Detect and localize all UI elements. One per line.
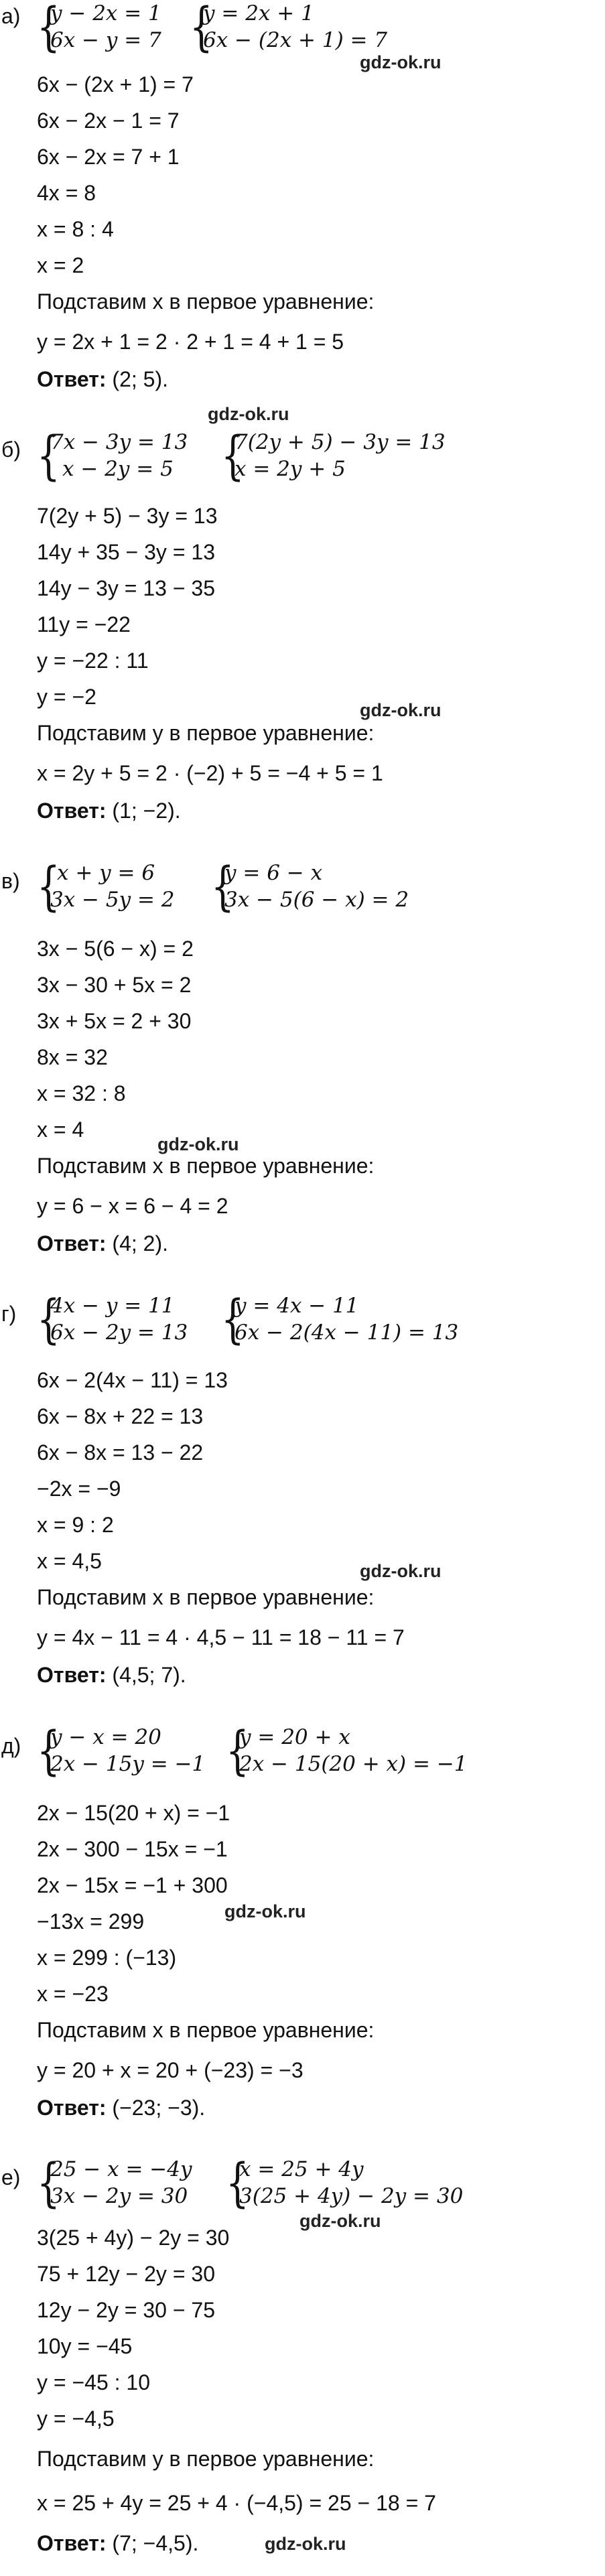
step-line: 75 + 12y − 2y = 30 [37,2262,215,2286]
step-line: x = 9 : 2 [37,1513,114,1537]
step-line: 11y = −22 [37,612,131,636]
step-line: −13x = 299 [37,1909,145,1934]
step-line: y = −4,5 [37,2406,115,2431]
step-line: x = 8 : 4 [37,217,114,241]
step-line: x = 32 : 8 [37,1081,126,1105]
step-line: y = −45 : 10 [37,2370,151,2394]
step-line: 6x − 2x = 7 + 1 [37,145,180,169]
answer-line: Ответ: (4; 2). [37,1231,168,1256]
step-line: 7(2y + 5) − 3y = 13 [37,504,218,528]
section-label-e: е) [1,2165,21,2189]
step-line: x = 299 : (−13) [37,1946,177,1970]
watermark: gdz-ok.ru [299,2211,381,2231]
watermark: gdz-ok.ru [360,1561,442,1581]
step-line: 3(25 + 4y) − 2y = 30 [37,2226,230,2250]
step-line: 6x − (2x + 1) = 7 [37,72,194,96]
step-line: 2x − 300 − 15x = −1 [37,1837,228,1861]
watermark: gdz-ok.ru [360,52,442,72]
watermark: gdz-ok.ru [265,2534,346,2554]
result-line: x = 25 + 4y = 25 + 4 · (−4,5) = 25 − 18 = 7 [37,2491,436,2515]
step-line: 3x − 30 + 5x = 2 [37,973,192,997]
answer-line: Ответ: (−23; −3). [37,2096,206,2120]
substitution-text: Подставим x в первое уравнение: [37,1585,375,1609]
step-line: 3x + 5x = 2 + 30 [37,1009,192,1033]
section-label-d: д) [1,1734,21,1758]
watermark: gdz-ok.ru [224,1901,306,1921]
answer-line: Ответ: (4,5; 7). [37,1663,186,1687]
step-line: y = −2 [37,685,96,709]
substitution-text: Подставим x в первое уравнение: [37,2018,375,2042]
substitution-text: Подставим x в первое уравнение: [37,289,375,314]
watermark: gdz-ok.ru [360,700,442,720]
step-line: x = −23 [37,1982,109,2006]
result-line: x = 2y + 5 = 2 · (−2) + 5 = −4 + 5 = 1 [37,761,383,785]
answer-line: Ответ: (2; 5). [37,367,168,391]
step-line: 6x − 2x − 1 = 7 [37,109,180,133]
step-line: 2x − 15(20 + x) = −1 [37,1801,230,1825]
step-line: 14y − 3y = 13 − 35 [37,576,215,600]
step-line: 8x = 32 [37,1045,108,1069]
watermark: gdz-ok.ru [157,1134,239,1154]
step-line: y = −22 : 11 [37,649,149,673]
section-label-b: б) [1,437,21,462]
step-line: 6x − 8x + 22 = 13 [37,1404,204,1428]
step-line: 2x − 15x = −1 + 300 [37,1873,228,1897]
section-label-v: в) [1,869,20,893]
section-label-a: а) [1,4,21,28]
step-line: x = 4,5 [37,1549,102,1573]
watermark: gdz-ok.ru [208,404,289,424]
step-line: 14y + 35 − 3y = 13 [37,540,215,564]
step-line: x = 4 [37,1117,84,1142]
step-line: 4x = 8 [37,181,96,205]
step-line: 10y = −45 [37,2334,133,2358]
substitution-text: Подставим y в первое уравнение: [37,721,375,745]
result-line: y = 20 + x = 20 + (−23) = −3 [37,2058,304,2082]
step-line: 6x − 8x = 13 − 22 [37,1440,204,1465]
result-line: y = 6 − x = 6 − 4 = 2 [37,1194,228,1218]
result-line: y = 2x + 1 = 2 · 2 + 1 = 4 + 1 = 5 [37,330,344,354]
substitution-text: Подставим y в первое уравнение: [37,2447,375,2471]
substitution-text: Подставим x в первое уравнение: [37,1154,375,1178]
step-line: 3x − 5(6 − x) = 2 [37,937,194,961]
step-line: 12y − 2y = 30 − 75 [37,2298,215,2322]
step-line: −2x = −9 [37,1477,121,1501]
step-line: x = 2 [37,253,84,277]
step-line: 6x − 2(4x − 11) = 13 [37,1368,228,1392]
answer-line: Ответ: (1; −2). [37,799,181,823]
answer-line: Ответ: (7; −4,5). [37,2531,199,2555]
result-line: y = 4x − 11 = 4 · 4,5 − 11 = 18 − 11 = 7 [37,1625,405,1649]
section-label-g: г) [1,1302,17,1326]
